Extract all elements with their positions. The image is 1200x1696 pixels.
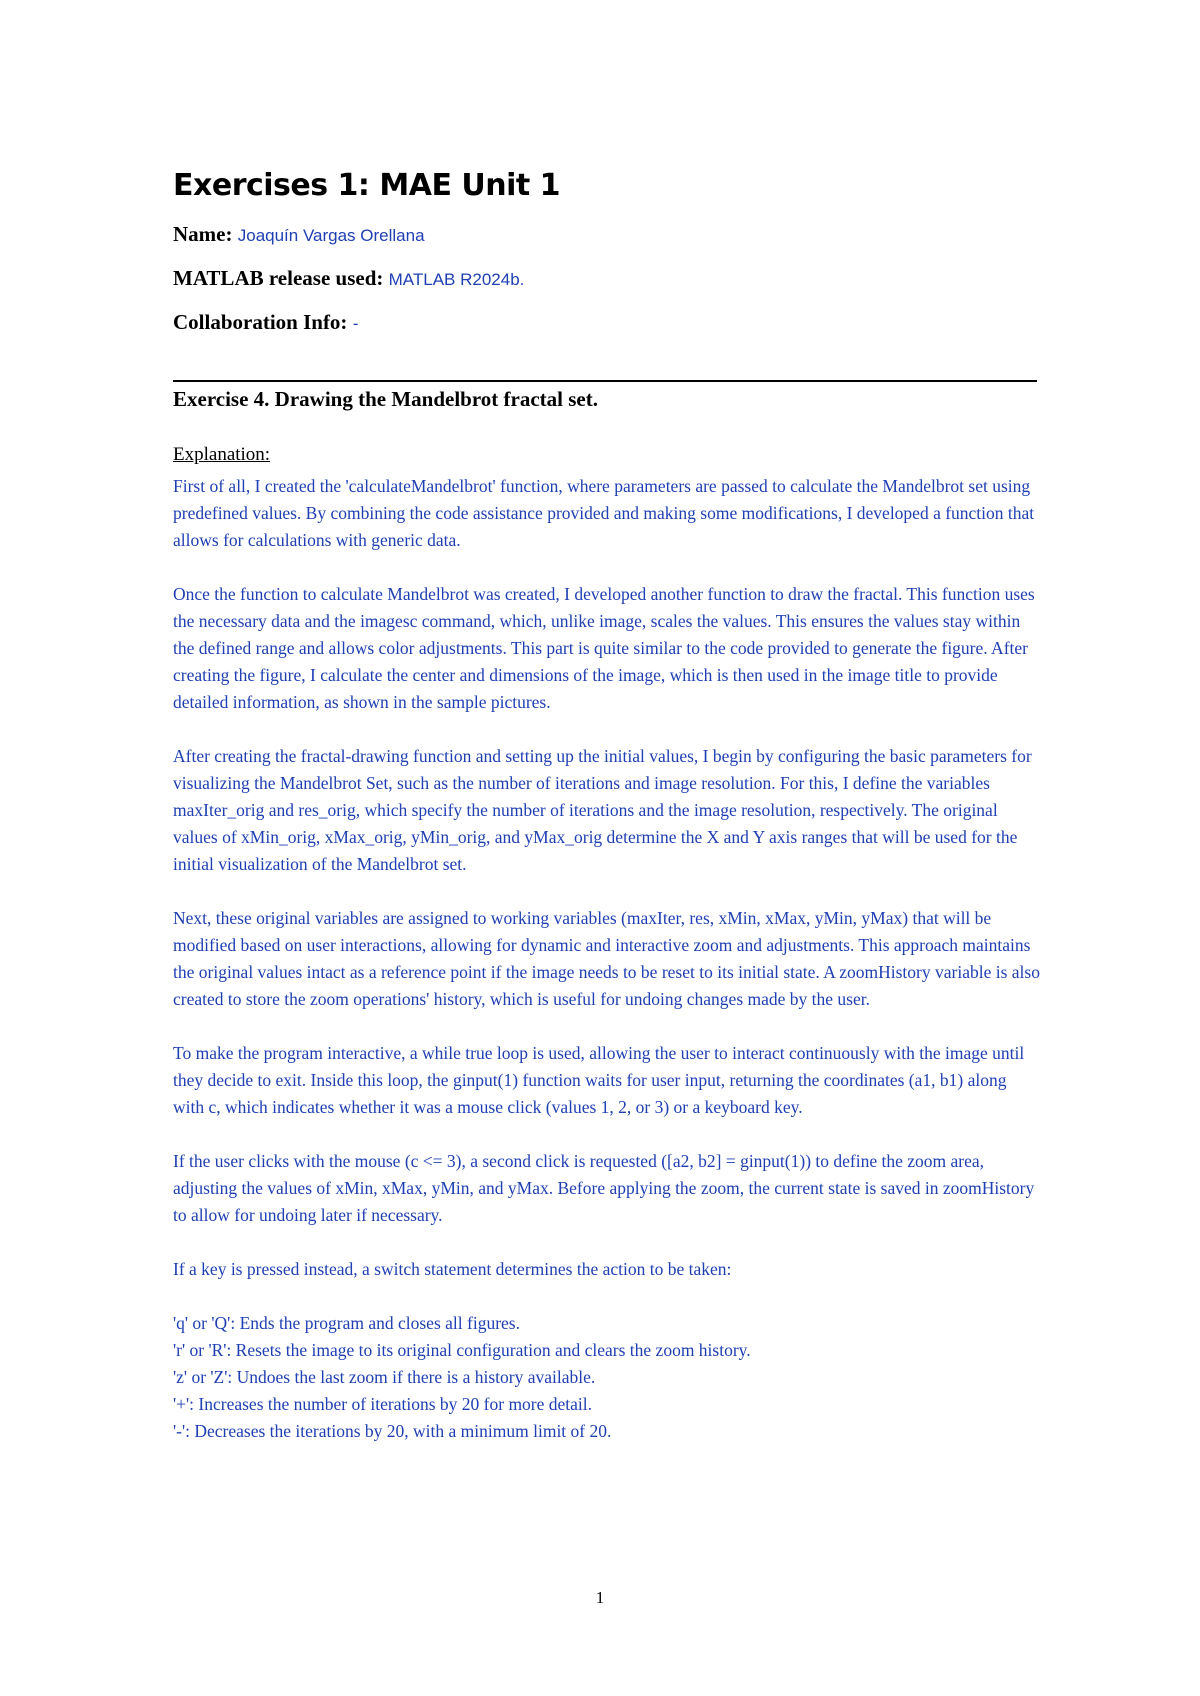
key-list-item: 'q' or 'Q': Ends the program and closes all figures.	[173, 1313, 520, 1333]
explanation-body	[173, 473, 1041, 1445]
section-divider	[173, 380, 1037, 382]
paragraph: Next, these original variables are assigned to working variables (maxIter, res, xMin, xMax, yMin, yMax) that will be modified based on user interactions, allowing for dynamic and interactive zoom and adjustments. This approach maintains the original values intact as a reference point if the image needs to be reset to its initial state. A zoomHistory variable is also created to store the zoom operations' history, which is useful for undoing changes made by the user.	[173, 908, 1040, 1009]
explanation-label: Explanation:	[173, 444, 271, 465]
key-list-item: 'z' or 'Z': Undoes the last zoom if there is a history available.	[173, 1367, 596, 1387]
page-number: 1	[595, 1588, 605, 1607]
paragraph: If a key is pressed instead, a switch statement determines the action to be taken:	[173, 1259, 732, 1279]
paragraph: After creating the fractal-drawing function and setting up the initial values, I begin by configuring the basic parameters for visualizing the Mandelbrot Set, such as the number of iterations and image resolution. For this, I define the variables maxIter_orig and res_orig, which specify the number of iterations and the image resolution, respectively. The original values of xMin_orig, xMax_orig, yMin_orig, and yMax_orig determine the X and Y axis ranges that will be used for the initial visualization of the Mandelbrot set.	[173, 746, 1032, 874]
release-line	[173, 266, 524, 291]
paragraph: If the user clicks with the mouse (c <= 3), a second click is requested ([a2, b2] = ginput(1)) to define the zoom area, adjusting the values of xMin, xMax, yMin, and yMax. Before applying the zoom, the current state is saved in zoomHistory to allow for undoing later if necessary.	[173, 1151, 1035, 1225]
key-list-item: 'r' or 'R': Resets the image to its original configuration and clears the zoom history.	[173, 1340, 751, 1360]
section-heading: Exercise 4. Drawing the Mandelbrot fractal set.	[173, 387, 598, 411]
collaboration-line	[173, 310, 358, 335]
collaboration-label: Collaboration Info:	[173, 310, 348, 334]
key-list-item: '-': Decreases the iterations by 20, with a minimum limit of 20.	[173, 1421, 612, 1441]
collaboration-value: -	[352, 314, 359, 333]
name-line	[173, 222, 425, 247]
key-list	[173, 1310, 1041, 1445]
release-label: MATLAB release used:	[173, 266, 384, 290]
document-title: Exercises 1: MAE Unit 1	[173, 168, 561, 203]
paragraph: To make the program interactive, a while true loop is used, allowing the user to interact continuously with the image until they decide to exit. Inside this loop, the ginput(1) function waits for user input, returning the coordinates (a1, b1) along with c, which indicates whether it was a mouse click (values 1, 2, or 3) or a keyboard key.	[173, 1043, 1025, 1117]
release-value: MATLAB R2024b.	[388, 270, 525, 289]
key-list-item: '+': Increases the number of iterations by 20 for more detail.	[173, 1394, 593, 1414]
name-value: Joaquín Vargas Orellana	[237, 226, 425, 245]
name-label: Name:	[173, 222, 233, 246]
paragraph: Once the function to calculate Mandelbrot was created, I developed another function to draw the fractal. This function uses the necessary data and the imagesc command, which, unlike image, scales the values. This ensures the values stay within the defined range and allows color adjustments. This part is quite similar to the code provided to generate the figure. After creating the figure, I calculate the center and dimensions of the image, which is then used in the image title to provide detailed information, as shown in the sample pictures.	[173, 584, 1035, 712]
paragraph: First of all, I created the 'calculateMandelbrot' function, where parameters are passed to calculate the Mandelbrot set using predefined values. By combining the code assistance provided and making some modifications, I developed a function that allows for calculations with generic data.	[173, 476, 1035, 550]
